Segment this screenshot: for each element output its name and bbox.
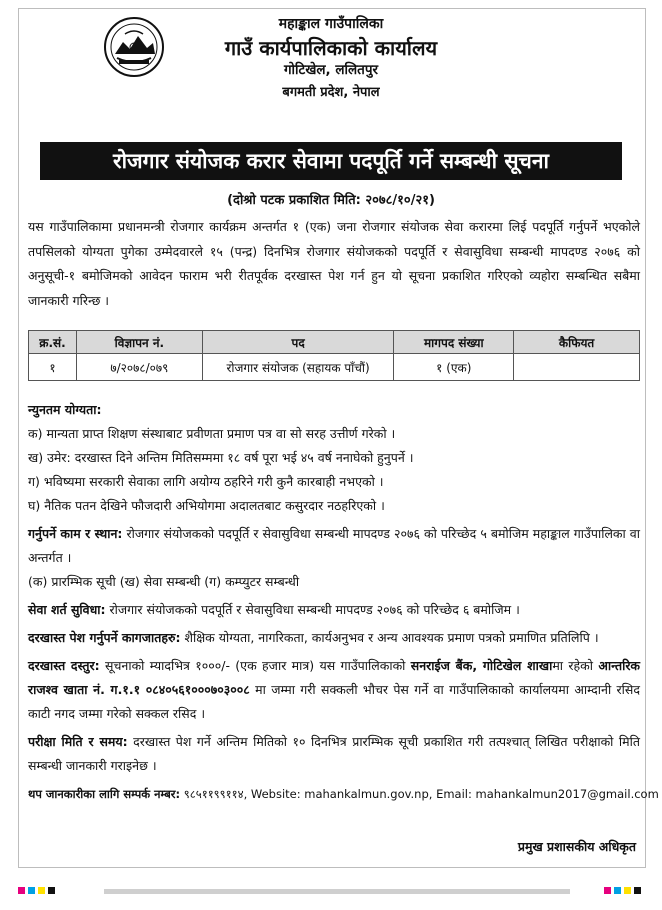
qualification-heading: न्युनतम योग्यता: <box>28 402 102 417</box>
office-address-line1: गोटिखेल, ललितपुर <box>283 62 379 78</box>
notice-body <box>28 398 659 806</box>
table-header-row <box>29 331 640 354</box>
print-mark <box>604 887 611 894</box>
work-place-paragraph <box>28 522 640 570</box>
qualification-item: घ) नैतिक पतन देखिने फौजदारी अभियोगमा अदालतबाट कसुरदार नठहरिएको । <box>28 498 385 513</box>
bank-name: सनराईज बैंक, गोटिखेल शाखा <box>410 658 553 673</box>
contact-text: ९८५११९९११४, Website: mahankalmun.gov.np, Email: mahankalmun2017@gmail.com <box>180 787 659 801</box>
office-address-line2: बगमती प्रदेश, नेपाल <box>282 85 380 100</box>
cell-ad-number: ७/२०७८/०७९ <box>76 354 202 381</box>
qualification-item: क) मान्यता प्राप्त शिक्षण संस्थाबाट प्रवीणता प्रमाण पत्र वा सो सरह उत्तीर्ण गरेको । <box>28 426 396 441</box>
cell-post: रोजगार संयोजक (सहायक पाँचौं) <box>202 354 394 381</box>
fee-text-1: सूचनाको म्यादभित्र १०००/- (एक हजार मात्र) यस गाउँपालिकाको <box>99 658 411 673</box>
print-mark <box>634 887 641 894</box>
col-header-remarks: कैफियत <box>514 331 640 354</box>
print-mark <box>614 887 621 894</box>
qualification-item: ख) उमेर: दरखास्त दिने अन्तिम मितिसम्ममा १८ वर्ष पूरा भई ४५ वर्ष ननाघेको हुनुपर्ने । <box>28 450 414 465</box>
documents-text: शैक्षिक योग्यता, नागरिकता, कार्यअनुभव र अन्य आवश्यक प्रमाण पत्रको प्रमाणित प्रतिलिपि । <box>180 630 599 645</box>
account-number: आन्तरिक राजश्व खाता नं. ग.१.१ ०८४०५६१०००७०३००८ <box>28 658 641 697</box>
vacancy-table <box>28 330 640 381</box>
published-date: (दोश्रो पटक प्रकाशित मिति: २०७८/१०/२१) <box>227 193 435 208</box>
exam-date-text: दरखास्त पेश गर्ने अन्तिम मितिको १० दिनभित्र प्रारम्भिक सूची प्रकाशित गरी तत्पश्चात् लिखित परीक्षाको मिति सम्बन्धी जानकारी गराइनेछ । <box>28 734 640 773</box>
cell-count: १ (एक) <box>394 354 514 381</box>
documents-label: दरखास्त पेश गर्नुपर्ने कागजातहरु: <box>28 630 181 645</box>
documents-paragraph <box>28 626 640 650</box>
contact-paragraph <box>28 782 659 806</box>
table-row <box>29 354 640 381</box>
print-registration-strip <box>18 887 644 897</box>
print-gray-bar <box>104 889 570 894</box>
col-header-serial: क्र.सं. <box>29 331 77 354</box>
municipality-name: महाङ्काल गाउँपालिका <box>278 16 384 32</box>
col-header-count: मागपद संख्या <box>394 331 514 354</box>
signoff: प्रमुख प्रशासकीय अधिकृत <box>517 839 636 854</box>
fee-text-3: मा जम्मा गरी सक्कली भौचर पेस गर्ने वा गाउँपालिकाको कार्यालयमा आम्दानी रसिद काटी नगद जम्मा गरेको सक्कल रसिद । <box>28 682 640 721</box>
print-mark <box>18 887 25 894</box>
service-label: सेवा शर्त सुविधा: <box>28 602 106 617</box>
qualification-item: ग) भविष्यमा सरकारी सेवाका लागि अयोग्य ठहरिने गरी कुनै कारबाही नभएको । <box>28 474 384 489</box>
fee-label: दरखास्त दस्तुर: <box>28 658 100 673</box>
print-mark <box>38 887 45 894</box>
office-title: गाउँ कार्यपालिकाको कार्यालय <box>224 36 438 60</box>
print-mark <box>624 887 631 894</box>
cell-remarks <box>514 354 640 381</box>
exam-date-paragraph <box>28 730 640 778</box>
notice-title-banner: रोजगार संयोजक करार सेवामा पदपूर्ति गर्ने सम्बन्धी सूचना <box>40 142 622 180</box>
fee-text-2: मा रहेको <box>552 658 599 673</box>
print-mark <box>48 887 55 894</box>
intro-paragraph: यस गाउँपालिकामा प्रधानमन्त्री रोजगार कार्यक्रम अन्तर्गत १ (एक) जना रोजगार संयोजक सेवा करारमा लिई पदपूर्ति गर्नुपर्ने भएकोले तपसिलको योग्यता पुगेका उम्मेदवारले १५ (पन्द्र) दिनभित्र रोजगार संयोजकको पदपूर्ति र सेवासुविधा सम्बन्धी मापदण्ड २०७६ को अनुसूची-१ बमोजिमको आवेदन फाराम भरी रीतपूर्वक दरखास्त पेश गर्न हुन यो सूचना प्रकाशित गरिएको व्यहोरा सम्बन्धित सबैमा जानकारी गरिन्छ । <box>28 219 640 308</box>
work-place-text: रोजगार संयोजकको पदपूर्ति र सेवासुविधा सम्बन्धी मापदण्ड २०७६ को परिच्छेद ५ बमोजिम महाङ्काल गाउँपालिका वा अन्तर्गत । <box>28 526 640 565</box>
col-header-ad-number: विज्ञापन नं. <box>76 331 202 354</box>
service-text: रोजगार संयोजकको पदपूर्ति र सेवासुविधा सम्बन्धी मापदण्ड २०७६ को परिच्छेद ६ बमोजिम । <box>105 602 520 617</box>
service-paragraph <box>28 598 640 622</box>
fee-paragraph <box>28 654 640 726</box>
work-place-label: गर्नुपर्ने काम र स्थान: <box>28 526 123 541</box>
exam-types: (क) प्रारम्भिक सूची (ख) सेवा सम्बन्धी (ग) कम्प्युटर सम्बन्धी <box>28 574 300 589</box>
exam-date-label: परीक्षा मिति र समय: <box>28 734 128 749</box>
cell-serial: १ <box>29 354 77 381</box>
contact-label: थप जानकारीका लागि सम्पर्क नम्बर: <box>28 787 181 801</box>
col-header-post: पद <box>202 331 394 354</box>
print-mark <box>28 887 35 894</box>
